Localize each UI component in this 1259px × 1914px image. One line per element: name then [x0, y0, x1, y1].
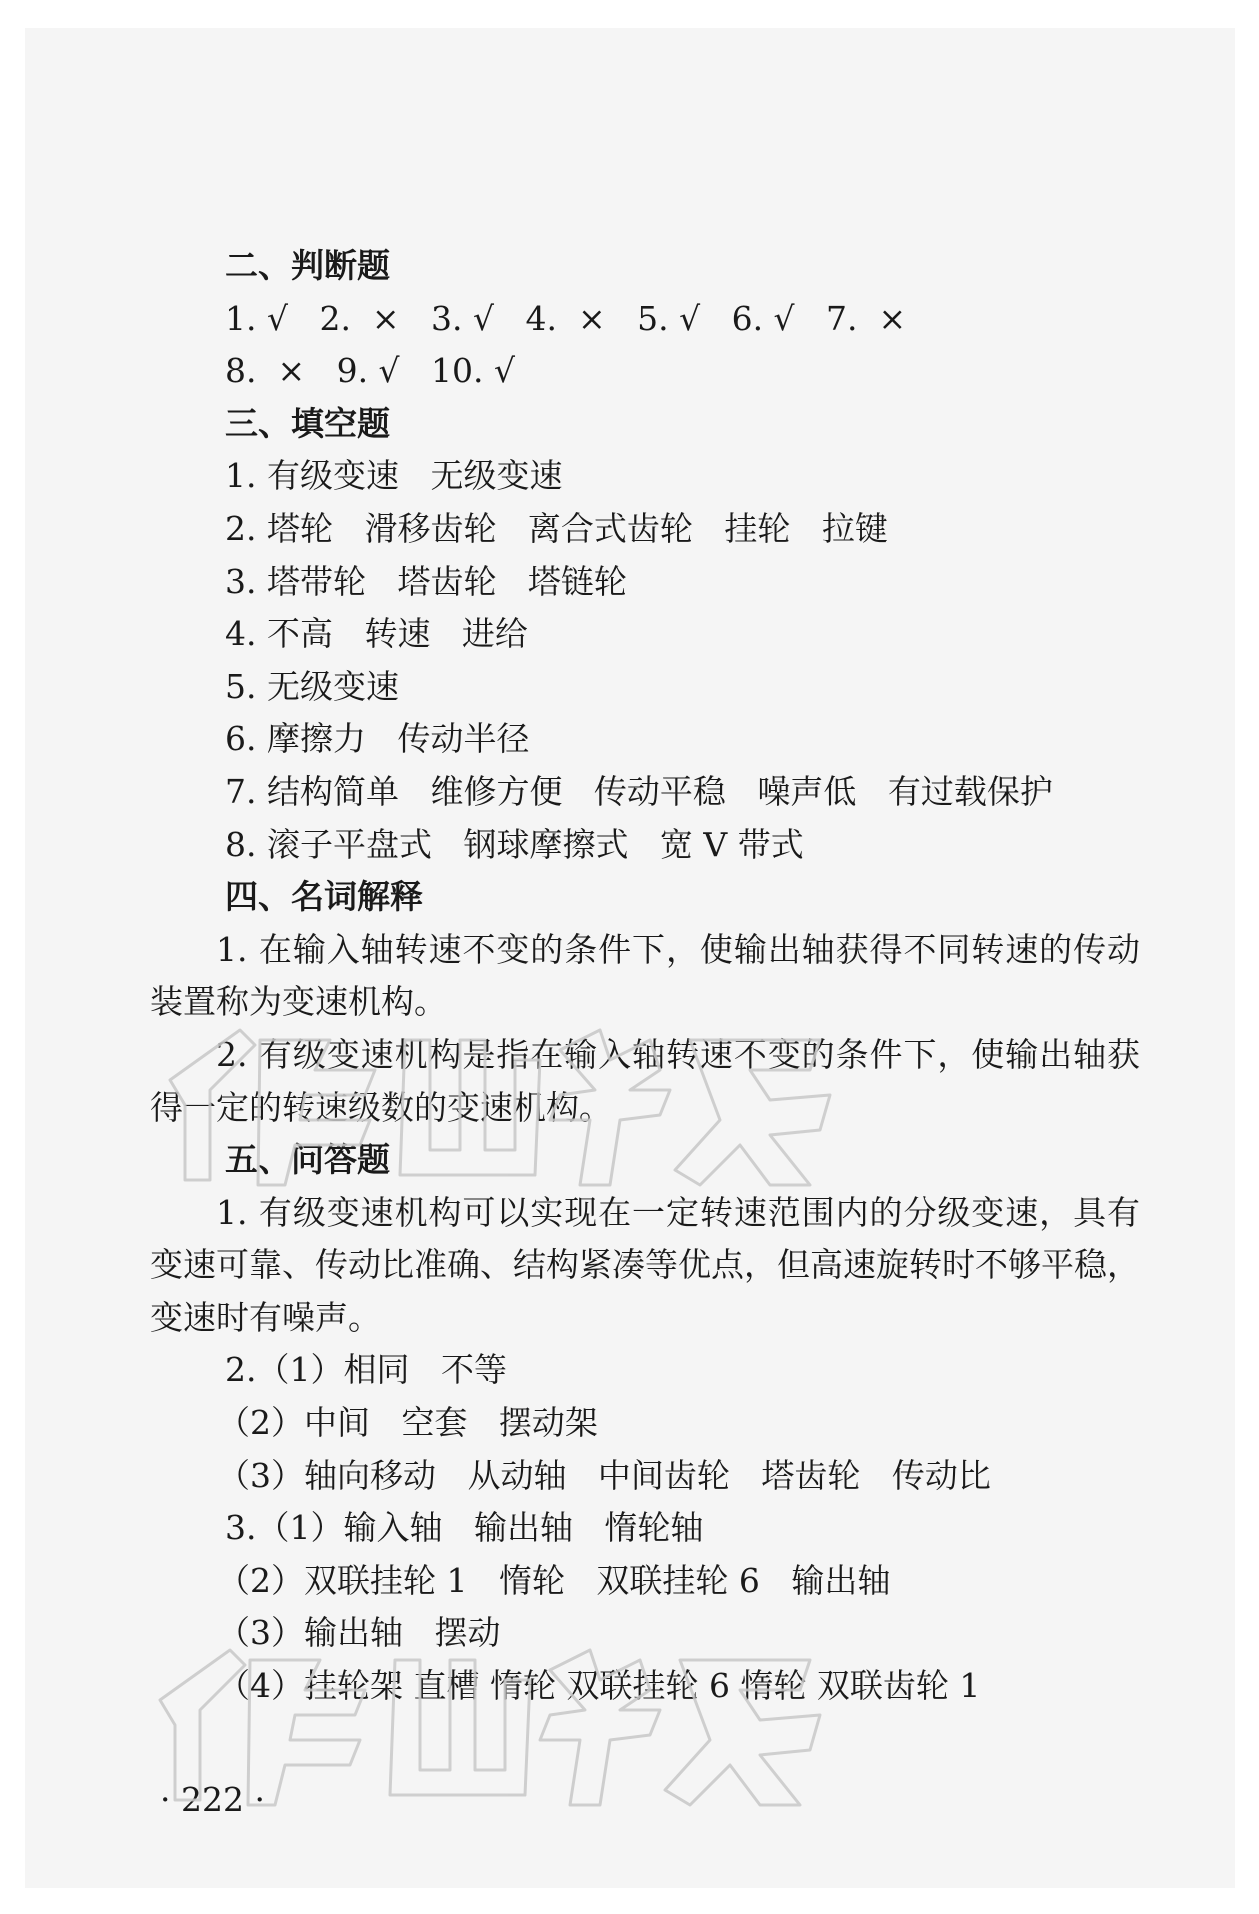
qa-answer-3-part-2: （2）双联挂轮 1 惰轮 双联挂轮 6 输出轴 — [217, 1560, 891, 1600]
term-definition-1: 1. 在输入轴转速不变的条件下，使输出轴获得不同转速的传动装置称为变速机构。 — [150, 929, 1140, 1022]
qa-answer-1: 1. 有级变速机构可以实现在一定转速范围内的分级变速，具有变速可靠、传动比准确、结构紧凑等优点，但高速旋转时不够平稳，变速时有噪声。 — [150, 1192, 1140, 1337]
fill-item-1: 1. 有级变速 无级变速 — [225, 456, 563, 496]
answer-content — [150, 240, 1140, 1713]
term-definition-2: 2. 有级变速机构是指在输入轴转速不变的条件下，使输出轴获得一定的转速级数的变速机构。 — [150, 1034, 1140, 1127]
fill-item-6: 6. 摩擦力 传动半径 — [225, 719, 530, 759]
section-heading-qa: 五、问答题 — [225, 1140, 390, 1180]
fill-item-8: 8. 滚子平盘式 钢球摩擦式 宽 V 带式 — [225, 824, 804, 864]
judgment-answers-line-2: 8. × 9. √ 10. √ — [225, 351, 516, 391]
fill-item-4: 4. 不高 转速 进给 — [225, 614, 528, 654]
page-number: · 222 · — [160, 1780, 265, 1819]
qa-answer-2-part-1: 2.（1）相同 不等 — [225, 1350, 507, 1390]
qa-answer-3-part-3: （3）输出轴 摆动 — [217, 1613, 501, 1653]
fill-item-5: 5. 无级变速 — [225, 666, 399, 706]
fill-item-7: 7. 结构简单 维修方便 传动平稳 噪声低 有过载保护 — [225, 771, 1053, 811]
qa-answer-3-part-4: （4）挂轮架 直槽 惰轮 双联挂轮 6 惰轮 双联齿轮 1 — [217, 1666, 981, 1706]
section-heading-fill: 三、填空题 — [225, 403, 390, 443]
fill-item-2: 2. 塔轮 滑移齿轮 离合式齿轮 挂轮 拉键 — [225, 508, 888, 548]
qa-answer-2-part-3: （3）轴向移动 从动轴 中间齿轮 塔齿轮 传动比 — [217, 1455, 991, 1495]
judgment-answers-line-1: 1. √ 2. × 3. √ 4. × 5. √ 6. √ 7. × — [225, 298, 907, 338]
qa-answer-3-part-1: 3.（1）输入轴 输出轴 惰轮轴 — [225, 1508, 704, 1548]
section-heading-judgment: 二、判断题 — [225, 246, 390, 285]
qa-answer-2-part-2: （2）中间 空套 摆动架 — [217, 1403, 598, 1443]
fill-item-3: 3. 塔带轮 塔齿轮 塔链轮 — [225, 561, 627, 601]
section-heading-terms: 四、名词解释 — [225, 877, 423, 917]
